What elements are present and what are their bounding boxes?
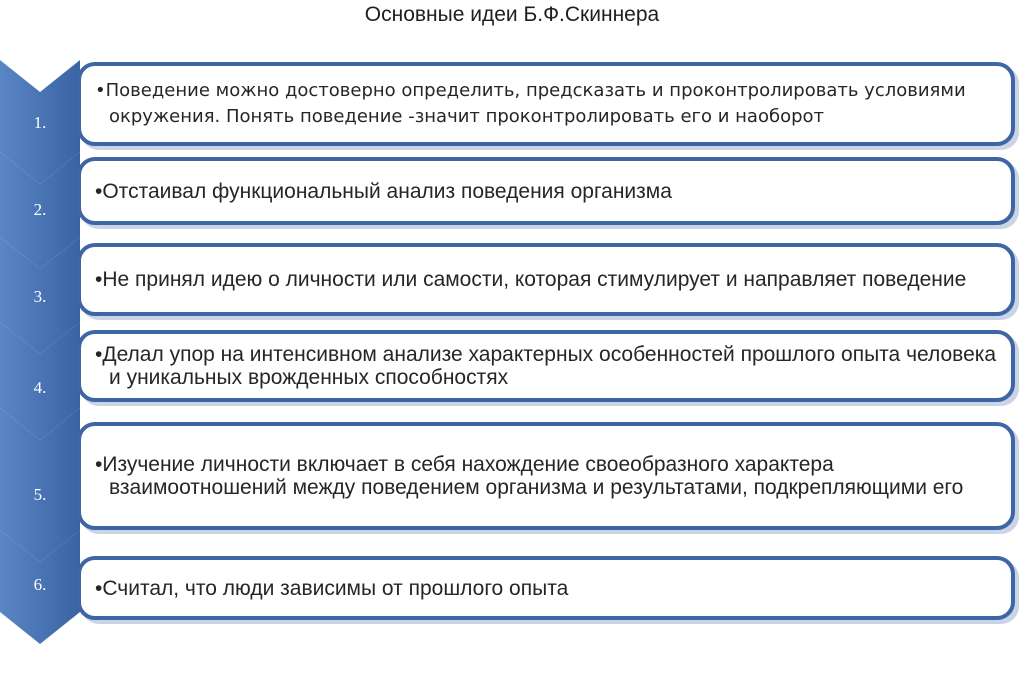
idea-box-3 [77,243,1015,316]
idea-text-5: •Изучение личности включает в себя нахождение своеобразного характера взаимоотношений между поведением организма и результатами, подкрепляющими его [95,453,964,499]
idea-text-6: •Считал, что люди зависимы от прошлого опыта [95,576,569,600]
idea-box-4 [77,330,1015,402]
idea-box-5 [77,422,1015,530]
idea-box-2 [77,157,1015,225]
diagram-title: Основные идеи Б.Ф.Скиннера [364,3,660,26]
idea-text-1: •Поведение можно достоверно определить, предсказать и проконтролировать условиями окружения. Понять поведение -значит проконтролировать его и наоборот [95,80,966,127]
idea-text-4: •Делал упор на интенсивном анализе характерных особенностей прошлого опыта человека и уникальных врожденных способностях [95,343,997,389]
step-number-2: 2. [33,200,47,219]
step-number-5: 5. [33,485,47,504]
idea-text-3: •Не принял идею о личности или самости, которая стимулирует и направляет поведение [95,268,967,291]
step-number-6: 6. [33,575,47,594]
step-number-4: 4. [33,378,47,397]
idea-box-1 [77,62,1015,146]
idea-text-2: •Отстаивал функциональный анализ поведения организма [95,179,672,203]
step-number-3: 3. [33,287,47,306]
idea-box-6 [77,556,1015,620]
step-number-1: 1. [33,113,47,132]
